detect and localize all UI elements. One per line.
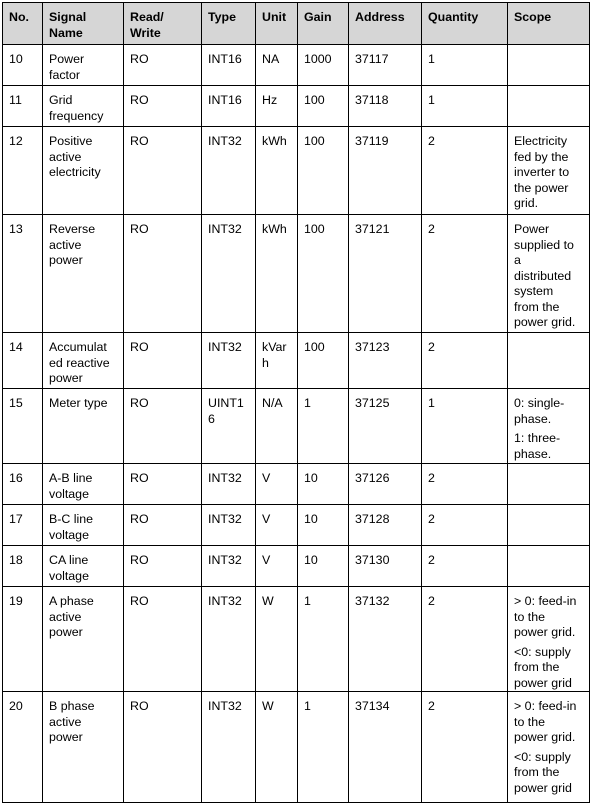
- cell-no: 16: [3, 464, 43, 505]
- cell-address: 37118: [349, 86, 422, 127]
- table-body: [3, 45, 590, 803]
- cell-address: 37121: [349, 215, 422, 333]
- cell-address: 37130: [349, 546, 422, 587]
- cell-type: INT32: [202, 692, 256, 803]
- cell-gain: 100: [298, 215, 349, 333]
- cell-quantity: 1: [422, 86, 508, 127]
- cell-unit: Hz: [256, 86, 298, 127]
- cell-gain: 1: [298, 587, 349, 692]
- cell-signal-name: Power factor: [43, 45, 124, 86]
- cell-address: 37128: [349, 505, 422, 546]
- cell-address: 37132: [349, 587, 422, 692]
- scope-paragraph: <0: supply from the power grid: [514, 644, 572, 690]
- cell-read-write: RO: [124, 127, 202, 215]
- cell-scope: [508, 546, 590, 587]
- cell-quantity: 2: [422, 546, 508, 587]
- column-header-signal-name: Signal Name: [43, 3, 124, 45]
- cell-no: 11: [3, 86, 43, 127]
- cell-type: UINT1 6: [202, 389, 256, 464]
- table-row: [3, 389, 590, 464]
- cell-no: 17: [3, 505, 43, 546]
- table-row: [3, 464, 590, 505]
- cell-read-write: RO: [124, 546, 202, 587]
- cell-signal-name: CA line voltage: [43, 546, 124, 587]
- cell-read-write: RO: [124, 86, 202, 127]
- cell-read-write: RO: [124, 505, 202, 546]
- table-header: [3, 3, 590, 45]
- cell-type: INT32: [202, 215, 256, 333]
- column-header-gain: Gain: [298, 3, 349, 45]
- cell-unit: kVar h: [256, 333, 298, 389]
- cell-address: 37117: [349, 45, 422, 86]
- table-row: [3, 215, 590, 333]
- cell-gain: 1: [298, 692, 349, 803]
- cell-quantity: 1: [422, 389, 508, 464]
- cell-gain: 10: [298, 546, 349, 587]
- cell-type: INT32: [202, 333, 256, 389]
- cell-address: 37134: [349, 692, 422, 803]
- cell-quantity: 2: [422, 464, 508, 505]
- cell-quantity: 2: [422, 333, 508, 389]
- cell-read-write: RO: [124, 692, 202, 803]
- cell-gain: 100: [298, 127, 349, 215]
- cell-quantity: 2: [422, 127, 508, 215]
- table-row: [3, 127, 590, 215]
- cell-unit: W: [256, 692, 298, 803]
- cell-scope: [508, 333, 590, 389]
- cell-read-write: RO: [124, 333, 202, 389]
- cell-quantity: 2: [422, 692, 508, 803]
- cell-type: INT32: [202, 464, 256, 505]
- cell-gain: 1000: [298, 45, 349, 86]
- cell-type: INT16: [202, 45, 256, 86]
- cell-signal-name: B-C line voltage: [43, 505, 124, 546]
- cell-unit: kWh: [256, 215, 298, 333]
- cell-gain: 100: [298, 86, 349, 127]
- cell-read-write: RO: [124, 389, 202, 464]
- cell-quantity: 1: [422, 45, 508, 86]
- cell-no: 12: [3, 127, 43, 215]
- cell-no: 14: [3, 333, 43, 389]
- cell-scope: [508, 587, 590, 692]
- cell-signal-name: A-B line voltage: [43, 464, 124, 505]
- cell-signal-name: Grid frequency: [43, 86, 124, 127]
- cell-signal-name: Reverse active power: [43, 215, 124, 333]
- scope-paragraph: > 0: feed-in to the power grid.: [514, 594, 577, 639]
- cell-scope: [508, 464, 590, 505]
- scope-paragraph: 1: three- phase.: [514, 431, 561, 461]
- scope-paragraph: Electricity fed by the inverter to the power grid.: [514, 134, 570, 210]
- table-row: [3, 505, 590, 546]
- table-row: [3, 587, 590, 692]
- table-row: [3, 692, 590, 803]
- cell-unit: W: [256, 587, 298, 692]
- cell-type: INT16: [202, 86, 256, 127]
- scope-paragraph: <0: supply from the power grid: [514, 749, 572, 795]
- cell-quantity: 2: [422, 505, 508, 546]
- cell-read-write: RO: [124, 587, 202, 692]
- column-header-no: No.: [3, 3, 43, 45]
- cell-scope: [508, 389, 590, 464]
- cell-scope: [508, 215, 590, 333]
- cell-scope: [508, 45, 590, 86]
- column-header-quantity: Quantity: [422, 3, 508, 45]
- cell-scope: [508, 505, 590, 546]
- cell-gain: 1: [298, 389, 349, 464]
- cell-unit: V: [256, 505, 298, 546]
- cell-type: INT32: [202, 546, 256, 587]
- cell-read-write: RO: [124, 464, 202, 505]
- cell-address: 37126: [349, 464, 422, 505]
- cell-unit: V: [256, 546, 298, 587]
- table-row: [3, 86, 590, 127]
- cell-type: INT32: [202, 505, 256, 546]
- column-header-unit: Unit: [256, 3, 298, 45]
- column-header-type: Type: [202, 3, 256, 45]
- cell-gain: 100: [298, 333, 349, 389]
- table-row: [3, 333, 590, 389]
- cell-signal-name: Accumulat ed reactive power: [43, 333, 124, 389]
- scope-paragraph: > 0: feed-in to the power grid.: [514, 699, 577, 744]
- cell-scope: [508, 127, 590, 215]
- cell-quantity: 2: [422, 215, 508, 333]
- cell-quantity: 2: [422, 587, 508, 692]
- cell-no: 18: [3, 546, 43, 587]
- cell-no: 20: [3, 692, 43, 803]
- cell-signal-name: B phase active power: [43, 692, 124, 803]
- register-table: [2, 2, 590, 803]
- cell-type: INT32: [202, 587, 256, 692]
- cell-scope: [508, 86, 590, 127]
- cell-gain: 10: [298, 464, 349, 505]
- scope-paragraph: 0: single- phase.: [514, 396, 565, 426]
- table-row: [3, 546, 590, 587]
- cell-address: 37125: [349, 389, 422, 464]
- scope-paragraph: Power supplied to a distributed system from the power grid.: [514, 222, 576, 329]
- cell-read-write: RO: [124, 45, 202, 86]
- column-header-scope: Scope: [508, 3, 590, 45]
- column-header-address: Address: [349, 3, 422, 45]
- table-row: [3, 45, 590, 86]
- cell-type: INT32: [202, 127, 256, 215]
- cell-no: 13: [3, 215, 43, 333]
- cell-signal-name: Meter type: [43, 389, 124, 464]
- cell-signal-name: Positive active electricity: [43, 127, 124, 215]
- cell-address: 37119: [349, 127, 422, 215]
- cell-unit: kWh: [256, 127, 298, 215]
- cell-unit: V: [256, 464, 298, 505]
- cell-no: 15: [3, 389, 43, 464]
- cell-address: 37123: [349, 333, 422, 389]
- cell-unit: N/A: [256, 389, 298, 464]
- cell-scope: [508, 692, 590, 803]
- cell-signal-name: A phase active power: [43, 587, 124, 692]
- cell-no: 19: [3, 587, 43, 692]
- cell-no: 10: [3, 45, 43, 86]
- cell-unit: NA: [256, 45, 298, 86]
- column-header-read-write: Read/ Write: [124, 3, 202, 45]
- cell-gain: 10: [298, 505, 349, 546]
- cell-read-write: RO: [124, 215, 202, 333]
